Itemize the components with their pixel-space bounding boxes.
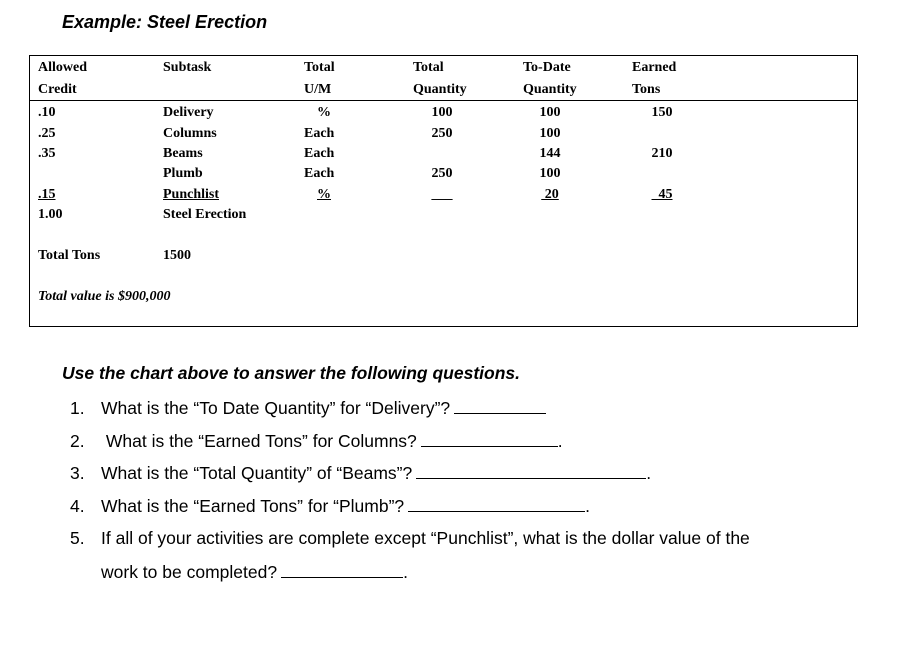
header-earned-2: Tons — [632, 82, 661, 97]
question-text: What is the “To Date Quantity” for “Delivery”? — [101, 398, 451, 418]
row-um: % — [317, 105, 331, 120]
question-suffix: . — [403, 562, 408, 582]
page-title: Example: Steel Erection — [62, 12, 268, 32]
total-tons-value: 1500 — [163, 248, 191, 263]
row-todate: 100 — [539, 105, 561, 120]
row-todate: 100 — [539, 166, 561, 181]
answer-blank[interactable] — [281, 561, 403, 578]
question-suffix: . — [585, 496, 591, 516]
total-subtask: Steel Erection — [163, 207, 247, 222]
row-total: 100 — [431, 105, 453, 120]
header-earned-1: Earned — [632, 60, 677, 75]
header-to-date-2: Quantity — [523, 82, 577, 97]
row-um: Each — [304, 166, 335, 181]
row-subtask: Plumb — [163, 166, 203, 181]
question-4 — [70, 495, 590, 516]
total-tons-label: Total Tons — [38, 248, 101, 263]
row-earned: 210 — [651, 146, 673, 161]
row-subtask: Columns — [163, 126, 217, 141]
question-3 — [70, 462, 651, 483]
question-number: 5. — [70, 528, 85, 548]
row-um: % — [317, 187, 331, 202]
row-total: 250 — [431, 166, 453, 181]
question-suffix: . — [646, 463, 652, 483]
header-total-quantity-2: Quantity — [413, 82, 467, 97]
row-credit: .10 — [38, 105, 56, 120]
row-subtask: Delivery — [163, 105, 214, 120]
header-credit: Credit — [38, 82, 77, 97]
header-total-um-1: Total — [304, 60, 335, 75]
question-text: If all of your activities are complete except “Punchlist”, what is the dollar value of the — [101, 528, 750, 548]
row-credit: .35 — [38, 146, 56, 161]
row-todate: 100 — [539, 126, 561, 141]
question-2 — [70, 430, 563, 451]
row-credit: .15 — [38, 187, 56, 202]
question-text: What is the “Total Quantity” of “Beams”? — [101, 463, 413, 483]
answer-blank[interactable] — [421, 430, 558, 447]
question-suffix: . — [557, 431, 563, 451]
answer-blank[interactable] — [454, 397, 546, 414]
question-number: 2. — [70, 431, 85, 451]
question-number: 3. — [70, 463, 85, 483]
answer-blank[interactable] — [416, 462, 646, 479]
row-credit: .25 — [38, 126, 56, 141]
question-5-continued — [101, 561, 408, 582]
row-subtask: Beams — [163, 146, 203, 161]
row-todate: 144 — [539, 146, 561, 161]
header-allowed: Allowed — [38, 60, 87, 75]
total-credit: 1.00 — [38, 207, 63, 222]
question-number: 4. — [70, 496, 85, 516]
header-divider — [29, 100, 858, 101]
row-todate: 20 — [541, 187, 559, 202]
question-5 — [70, 528, 750, 548]
header-to-date-1: To-Date — [523, 60, 571, 75]
row-subtask: Punchlist — [163, 187, 220, 202]
answer-blank[interactable] — [408, 495, 585, 512]
header-total-um-2: U/M — [304, 82, 332, 97]
header-total-quantity-1: Total — [413, 60, 444, 75]
question-number: 1. — [70, 398, 85, 418]
question-text: What is the “Earned Tons” for Columns? — [101, 431, 417, 451]
header-subtask: Subtask — [163, 60, 212, 75]
question-1 — [70, 397, 546, 418]
question-text: What is the “Earned Tons” for “Plumb”? — [101, 496, 405, 516]
questions-heading: Use the chart above to answer the following questions. — [62, 363, 520, 383]
question-text: work to be completed? — [101, 562, 278, 582]
row-um: Each — [304, 126, 335, 141]
row-total: ___ — [431, 187, 453, 202]
row-earned: 45 — [651, 187, 673, 202]
total-value-note: Total value is $900,000 — [38, 289, 171, 304]
row-total: 250 — [431, 126, 453, 141]
row-earned: 150 — [651, 105, 673, 120]
row-um: Each — [304, 146, 335, 161]
